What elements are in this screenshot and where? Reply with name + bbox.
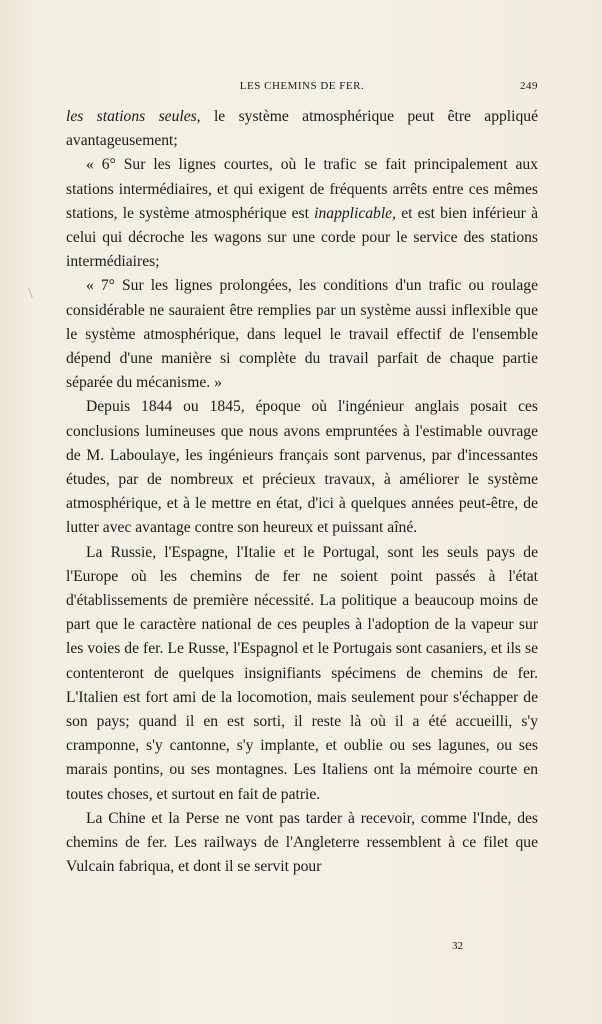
paragraph [66, 105, 538, 153]
text-run: et est bien inférieur à celui qui décroche les wagons sur une corde pour le service des stations intermédiaires; [66, 204, 538, 271]
running-title: LES CHEMINS DE FER. [239, 80, 365, 92]
text-run: « 6° Sur les lignes courtes, où le trafic se fait principalement aux stations intermédiaires, et qui exigent de fréquents arrêts entre ces mêmes stations, le système atmosphérique est [66, 156, 538, 222]
paragraph [66, 395, 538, 540]
signature-mark: 32 [452, 940, 463, 952]
text-run: Depuis 1844 ou 1845, époque où l'ingénieur anglais posait ces conclusions lumineuses que nous avons empruntées à l'estimable ouvrage de M. Laboulaye, les ingénieurs français sont parvenus, par d'incessantes études, par de nombreux et précieux travaux, à améliorer le système atmosphérique, et à le mettre en état, d'ici à quelques années peut-être, de lutter avec avantage contre son heureux et puissant aîné. [66, 398, 538, 537]
text-run: le système atmosphérique peut être appliqué avantageusement; [66, 108, 538, 150]
paragraph [66, 541, 538, 807]
page-header [66, 80, 538, 96]
paragraph [66, 274, 538, 395]
paragraph [66, 153, 538, 274]
paragraph [66, 807, 538, 880]
margin-pencil-mark [28, 288, 39, 298]
body-text [66, 105, 538, 880]
italic-text: les stations seules, [66, 108, 201, 125]
italic-text: inapplicable, [314, 204, 396, 222]
text-run: « 7° Sur les lignes prolongées, les conditions d'un trafic ou roulage considérable ne sauraient être remplies par un système aussi inflexible que le système atmosphérique, dans lequel le travail effectif de l'ensemble dépend d'une manière si complète du travail parfait de chaque partie séparée du mécanisme. » [66, 277, 538, 392]
page-number: 249 [520, 80, 538, 92]
text-run: La Russie, l'Espagne, l'Italie et le Portugal, sont les seuls pays de l'Europe où les chemins de fer ne soient point passés à l'état d'établissements de première nécessité. La politique a beaucoup moins de part que le caractère national de ces peuples à l'adoption de la vapeur sur les voies de fer. Le Russe, l'Espagnol et le Portugais sont casaniers, et ils se contenteront de quelques insignifiants spécimens de chemins de fer. L'Italien est fort ami de la locomotion, mais seulement pour s'échapper de son pays; quand il en est sorti, il reste là où il a été accueilli, s'y cramponne, s'y cantonne, s'y implante, et oublie ou ses lagunes, ou ses marais pontins, ou ses montagnes. Les Italiens ont la mémoire courte en toutes choses, et surtout en fait de patrie. [66, 543, 538, 803]
text-run: La Chine et la Perse ne vont pas tarder à recevoir, comme l'Inde, des chemins de fer. Les railways de l'Angleterre ressemblent à ce filet que Vulcain fabriqua, et dont il se servit pour [66, 809, 538, 876]
